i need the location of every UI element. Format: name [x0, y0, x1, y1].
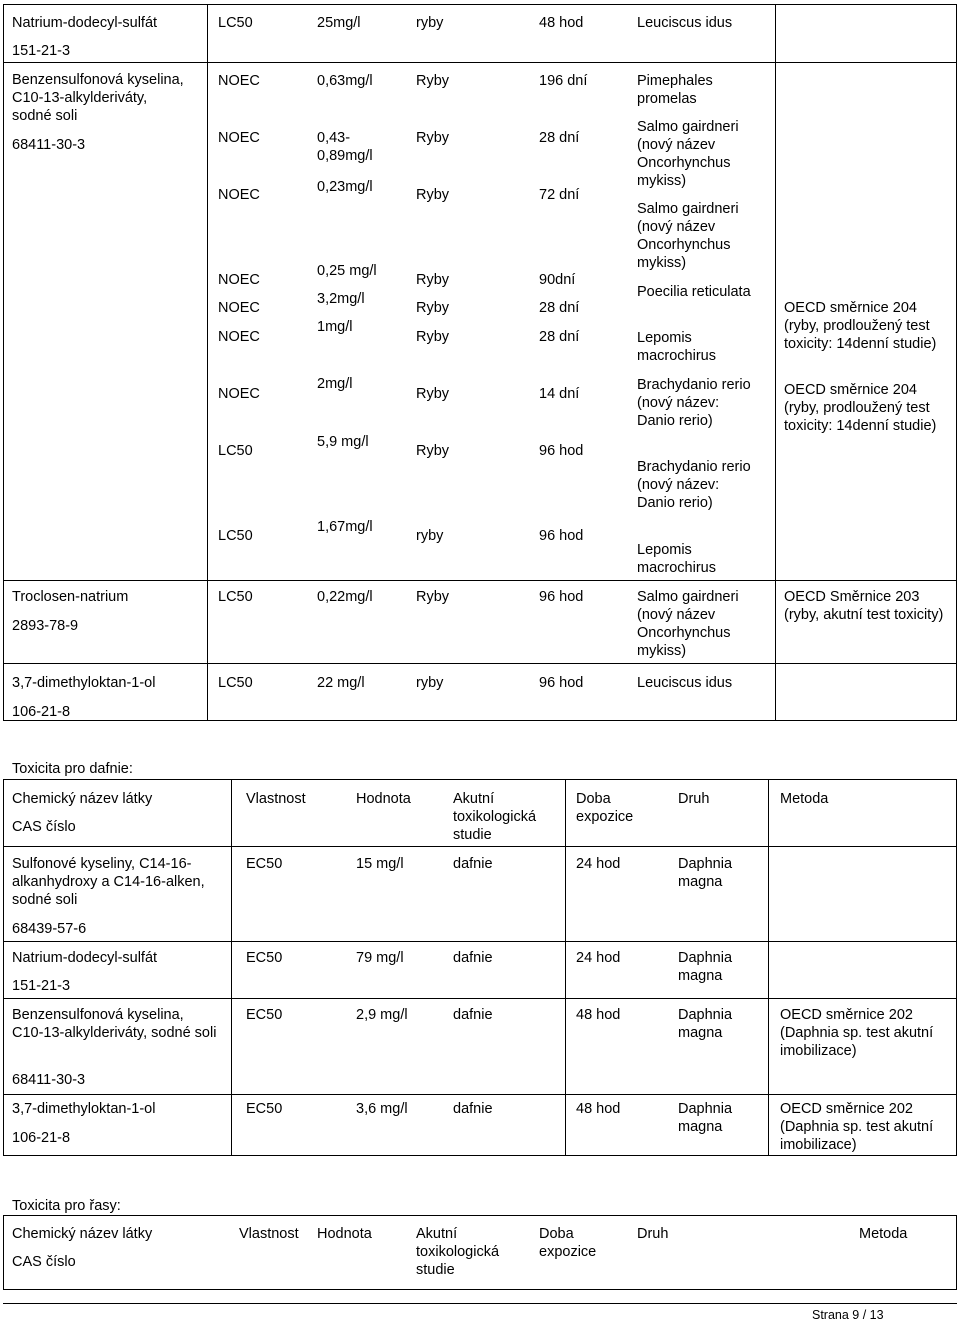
substance-name: 3,7-dimethyloktan-1-ol [12, 675, 156, 691]
organism-cell: Ryby [416, 272, 450, 288]
organism-cell: Ryby [416, 300, 450, 316]
species-cell: Lepomis macrochirus [637, 542, 716, 576]
organism-cell: Ryby [416, 386, 450, 402]
substance-name: Natrium-dodecyl-sulfát [12, 950, 158, 966]
value-cell: 0,22mg/l [317, 589, 373, 605]
study-cell: dafnie [453, 1101, 493, 1117]
property-cell: LC50 [218, 675, 253, 691]
duration-cell: 48 hod [539, 15, 584, 31]
header-property: Vlastnost [239, 1226, 299, 1242]
duration-cell: 90dní [539, 272, 576, 288]
duration-cell: 96 hod [539, 443, 584, 459]
value-cell: 2mg/l [317, 376, 353, 392]
column-divider [775, 4, 776, 721]
header-property: Vlastnost [246, 791, 306, 807]
property-cell: EC50 [246, 1007, 283, 1023]
method-cell: OECD směrnice 204 (ryby, prodloužený test toxicity: 14denní studie) [784, 300, 937, 352]
species-cell: Daphnia magna [678, 1101, 733, 1135]
duration-cell: 24 hod [576, 856, 621, 872]
study-cell: dafnie [453, 1007, 493, 1023]
header-cas: CAS číslo [12, 1254, 76, 1270]
header-method: Metoda [780, 791, 829, 807]
duration-cell: 48 hod [576, 1101, 621, 1117]
row-divider [3, 62, 957, 63]
header-name: Chemický název látky [12, 791, 153, 807]
column-divider [565, 779, 566, 1156]
species-cell: Pimephales promelas [637, 73, 713, 107]
value-cell: 3,2mg/l [317, 291, 365, 307]
value-cell: 2,9 mg/l [356, 1007, 408, 1023]
property-cell: NOEC [218, 386, 260, 402]
value-cell: 25mg/l [317, 15, 361, 31]
substance-name: Natrium-dodecyl-sulfát [12, 15, 158, 31]
organism-cell: ryby [416, 15, 444, 31]
property-cell: LC50 [218, 528, 253, 544]
duration-cell: 96 hod [539, 675, 584, 691]
column-divider [231, 779, 232, 1156]
species-cell: Salmo gairdneri (nový název Oncorhynchus mykiss) [637, 589, 739, 659]
property-cell: LC50 [218, 589, 253, 605]
section-title: Toxicita pro dafnie: [12, 761, 133, 777]
cas-number: 2893-78-9 [12, 618, 79, 634]
species-cell: Lepomis macrochirus [637, 330, 716, 364]
value-cell: 3,6 mg/l [356, 1101, 408, 1117]
species-cell: Salmo gairdneri (nový název Oncorhynchus mykiss) [637, 119, 739, 189]
duration-cell: 96 hod [539, 528, 584, 544]
species-cell: Daphnia magna [678, 856, 733, 890]
row-divider [3, 998, 957, 999]
method-cell: OECD směrnice 204 (ryby, prodloužený test toxicity: 14denní studie) [784, 382, 937, 434]
duration-cell: 28 dní [539, 300, 580, 316]
column-divider [207, 4, 208, 721]
duration-cell: 14 dní [539, 386, 580, 402]
property-cell: NOEC [218, 300, 260, 316]
section-title: Toxicita pro řasy: [12, 1198, 121, 1214]
species-cell: Salmo gairdneri (nový název Oncorhynchus mykiss) [637, 201, 739, 271]
header-species: Druh [637, 1226, 669, 1242]
organism-cell: Ryby [416, 329, 450, 345]
species-cell: Brachydanio rerio (nový název: Danio rerio) [637, 459, 751, 511]
organism-cell: Ryby [416, 589, 450, 605]
header-value: Hodnota [356, 791, 411, 807]
duration-cell: 28 dní [539, 329, 580, 345]
property-cell: NOEC [218, 272, 260, 288]
duration-cell: 28 dní [539, 130, 580, 146]
row-divider [3, 1094, 957, 1095]
property-cell: LC50 [218, 443, 253, 459]
value-cell: 0,63mg/l [317, 73, 373, 89]
value-cell: 1mg/l [317, 319, 353, 335]
row-divider [3, 941, 957, 942]
row-divider [3, 580, 957, 581]
page-number: Strana 9 / 13 [812, 1308, 884, 1322]
header-species: Druh [678, 791, 710, 807]
cas-number: 68411-30-3 [12, 1072, 86, 1088]
substance-name: Sulfonové kyseliny, C14-16-alkanhydroxy a C14-16-alken, sodné soli [12, 856, 205, 908]
organism-cell: ryby [416, 528, 444, 544]
header-method: Metoda [859, 1226, 908, 1242]
cas-number: 68411-30-3 [12, 137, 86, 153]
property-cell: NOEC [218, 329, 260, 345]
value-cell: 0,23mg/l [317, 179, 373, 195]
value-cell: 15 mg/l [356, 856, 404, 872]
method-cell: OECD směrnice 202 (Daphnia sp. test akutní imobilizace) [780, 1007, 934, 1059]
header-duration: Doba expozice [576, 791, 634, 825]
row-divider [3, 663, 957, 664]
cas-number: 151-21-3 [12, 43, 71, 59]
study-cell: dafnie [453, 856, 493, 872]
property-cell: NOEC [218, 187, 260, 203]
property-cell: EC50 [246, 950, 283, 966]
substance-name: Troclosen-natrium [12, 589, 129, 605]
column-divider [768, 779, 769, 1156]
property-cell: LC50 [218, 15, 253, 31]
species-cell: Leuciscus idus [637, 675, 733, 691]
organism-cell: Ryby [416, 130, 450, 146]
cas-number: 151-21-3 [12, 978, 71, 994]
header-value: Hodnota [317, 1226, 372, 1242]
species-cell: Poecilia reticulata [637, 284, 751, 300]
header-name: Chemický název látky [12, 1226, 153, 1242]
substance-name: 3,7-dimethyloktan-1-ol [12, 1101, 156, 1117]
duration-cell: 196 dní [539, 73, 588, 89]
cas-number: 106-21-8 [12, 704, 71, 720]
property-cell: NOEC [218, 130, 260, 146]
value-cell: 22 mg/l [317, 675, 365, 691]
cas-number: 68439-57-6 [12, 921, 87, 937]
footer-divider [3, 1303, 957, 1304]
property-cell: EC50 [246, 856, 283, 872]
header-study: Akutní toxikologická studie [453, 791, 537, 843]
property-cell: NOEC [218, 73, 260, 89]
value-cell: 5,9 mg/l [317, 434, 369, 450]
cas-number: 106-21-8 [12, 1130, 71, 1146]
species-cell: Daphnia magna [678, 1007, 733, 1041]
header-cas: CAS číslo [12, 819, 76, 835]
study-cell: dafnie [453, 950, 493, 966]
row-divider [3, 846, 957, 847]
method-cell: OECD Směrnice 203 (ryby, akutní test toxicity) [784, 589, 944, 623]
organism-cell: Ryby [416, 443, 450, 459]
organism-cell: ryby [416, 675, 444, 691]
value-cell: 0,25 mg/l [317, 263, 377, 279]
species-cell: Leuciscus idus [637, 15, 733, 31]
header-duration: Doba expozice [539, 1226, 597, 1260]
value-cell: 0,43-0,89mg/l [317, 130, 373, 164]
organism-cell: Ryby [416, 73, 450, 89]
species-cell: Brachydanio rerio (nový název: Danio rerio) [637, 377, 751, 429]
duration-cell: 48 hod [576, 1007, 621, 1023]
duration-cell: 24 hod [576, 950, 621, 966]
substance-name: Benzensulfonová kyselina, C10-13-alkylderiváty, sodné soli [12, 72, 184, 124]
substance-name: Benzensulfonová kyselina, C10-13-alkylderiváty, sodné soli [12, 1007, 217, 1041]
method-cell: OECD směrnice 202 (Daphnia sp. test akutní imobilizace) [780, 1101, 934, 1153]
value-cell: 79 mg/l [356, 950, 404, 966]
property-cell: EC50 [246, 1101, 283, 1117]
header-study: Akutní toxikologická studie [416, 1226, 500, 1278]
organism-cell: Ryby [416, 187, 450, 203]
species-cell: Daphnia magna [678, 950, 733, 984]
value-cell: 1,67mg/l [317, 519, 373, 535]
duration-cell: 96 hod [539, 589, 584, 605]
duration-cell: 72 dní [539, 187, 580, 203]
